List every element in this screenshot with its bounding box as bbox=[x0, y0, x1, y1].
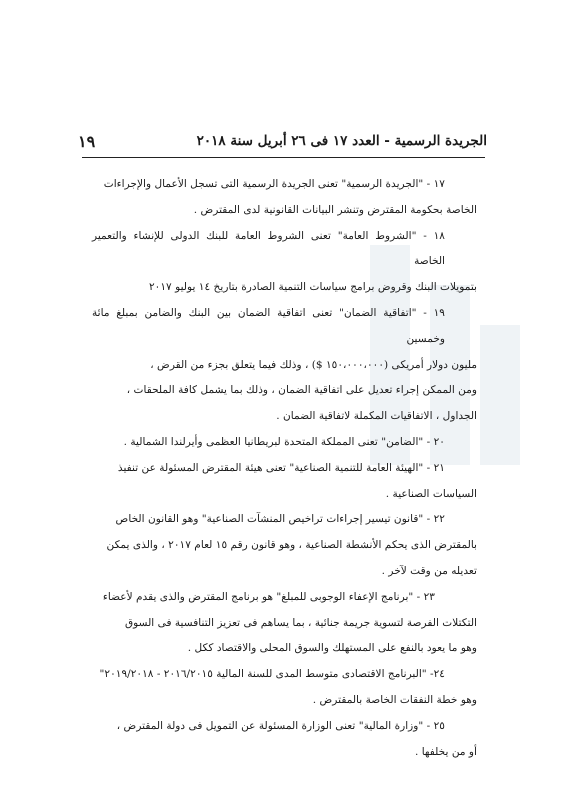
paragraph-line: ٢٥ - "وزارة المالية" تعنى الوزارة المسئولة عن التمويل فى دولة المقترض ، bbox=[116, 719, 445, 732]
paragraph-line: ٢٤- "البرنامج الاقتصادى متوسط المدى للسنة المالية ٢٠١٦/٢٠١٥ - ٢٠١٩/٢٠١٨" bbox=[99, 668, 445, 681]
paragraph-line: ١٨ - "الشروط العامة" تعنى الشروط العامة للبنك الدولى للإنشاء والتعمير الخاصة bbox=[92, 229, 445, 268]
paragraph-line: ١٧ - "الجريدة الرسمية" تعنى الجريدة الرسمية التى تسجل الأعمال والإجراءات bbox=[103, 178, 445, 190]
paragraph-line: مليون دولار أمريكى (١٥٠،٠٠٠،٠٠٠ $) ، وذلك فيما يتعلق بجزء من القرض ، bbox=[150, 358, 477, 371]
paragraph-line: وهو خطة النفقات الخاصة بالمقترض . bbox=[312, 693, 477, 706]
paragraph-line: الخاصة بحكومة المقترض وتنشر البيانات القانونية لدى المقترض . bbox=[193, 203, 477, 216]
paragraph-line: أو من يخلفها . bbox=[414, 745, 477, 758]
document-body bbox=[92, 172, 477, 765]
paragraph-line: ٢٠ - "الضامن" تعنى المملكة المتحدة لبريطانيا العظمى وأيرلندا الشمالية . bbox=[123, 435, 445, 448]
paragraph-line: وهو ما يعود بالنفع على المستهلك والسوق المحلى والاقتصاد ككل . bbox=[187, 642, 477, 655]
header-title: الجريدة الرسمية - العدد ١٧ فى ٢٦ أبريل سنة ٢٠١٨ bbox=[196, 133, 487, 149]
paragraph-line: التكتلات الفرصة لتسوية جريمة جنائية ، بما يساهم فى تعزيز التنافسية فى السوق bbox=[124, 616, 477, 629]
page-number: ١٩ bbox=[78, 131, 96, 151]
paragraph-line: السياسات الصناعية . bbox=[385, 487, 477, 500]
paragraph-line: ١٩ - "اتفاقية الضمان" تعنى اتفاقية الضمان بين البنك والضامن بمبلغ مائة وخمسين bbox=[92, 306, 445, 345]
header-rule bbox=[82, 157, 485, 158]
paragraph-line: ومن الممكن إجراء تعديل على اتفاقية الضمان ، وذلك بما يشمل كافة الملحقات ، bbox=[126, 384, 477, 397]
paragraph-line: تعديله من وقت لآخر . bbox=[381, 564, 477, 577]
page-header bbox=[78, 128, 487, 154]
paragraph-line: ٢٢ - "قانون تيسير إجراءات تراخيص المنشآت الصناعية" وهو القانون الخاص bbox=[115, 513, 445, 526]
paragraph-line: بالمقترض الذى يحكم الأنشطة الصناعية ، وهو قانون رقم ١٥ لعام ٢٠١٧ ، والذى يمكن bbox=[106, 539, 477, 552]
paragraph-line: بتمويلات البنك وقروض برامج سياسات التنمية الصادرة بتاريخ ١٤ يوليو ٢٠١٧ bbox=[148, 281, 477, 294]
paragraph-line: الجداول ، الاتفاقيات المكملة لاتفاقية الضمان . bbox=[276, 410, 477, 423]
paragraph-line: ٢٣ - "برنامج الإعفاء الوجوبى للمبلغ" هو برنامج المقترض والذى يقدم لأعضاء bbox=[102, 590, 435, 603]
paragraph-line: ٢١ - "الهيئة العامة للتنمية الصناعية" تعنى هيئة المقترض المسئولة عن تنفيذ bbox=[117, 461, 445, 474]
